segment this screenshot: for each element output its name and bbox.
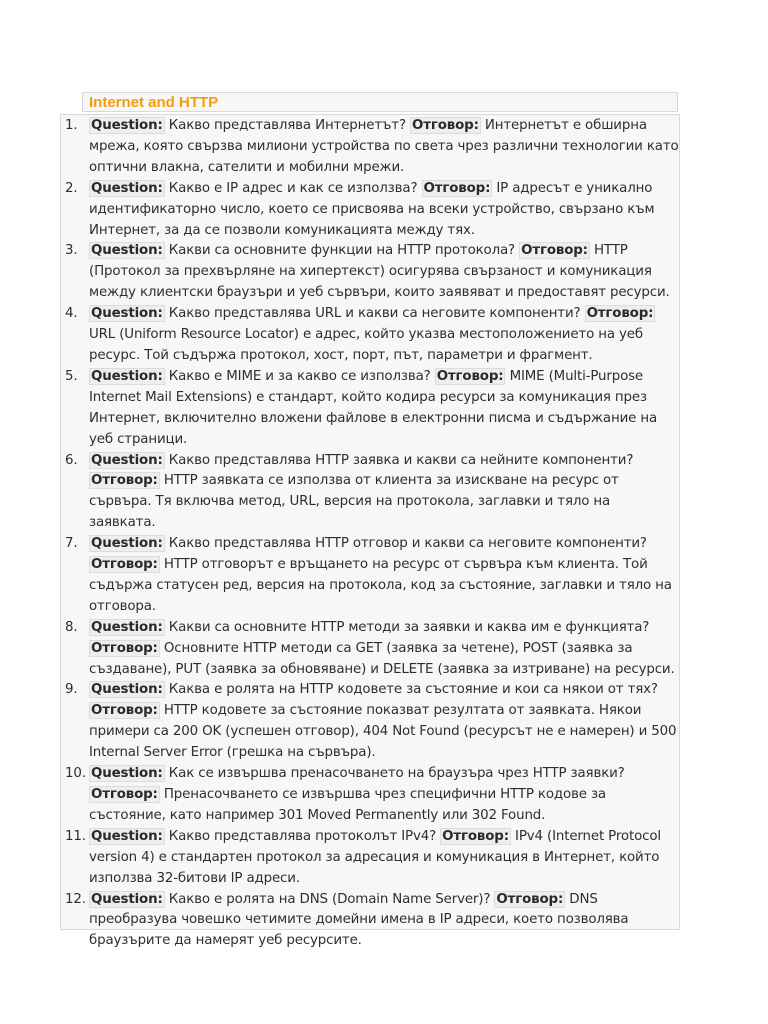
question-label: Question: — [91, 682, 163, 698]
question-text: Какво представлява Интернетът? — [164, 118, 411, 133]
question-text: Какво е ролята на DNS (Domain Name Server)? — [164, 891, 495, 907]
question-label: Question: — [91, 452, 163, 468]
question-label: Question: — [91, 891, 163, 907]
answer-label: Отговор: — [91, 557, 158, 573]
list-item — [61, 451, 680, 535]
list-item — [61, 680, 680, 764]
list-item — [61, 534, 680, 618]
list-item — [61, 890, 680, 953]
item-number: 10. — [65, 766, 86, 782]
item-number: 3. — [65, 243, 78, 259]
item-number: 8. — [65, 619, 78, 635]
question-text: Какви са основните функции на HTTP протокола? — [164, 243, 520, 259]
answer-text: HTTP кодовете за състояние показват резултата от заявката. Някои примери са 200 OK (успешен отговор), 404 Not Found (ресурсът не е намерен) и 500 Internal Server Error (грешка на сървъра). — [89, 703, 677, 761]
question-text: Какво представлява HTTP отговор и какви са неговите компоненти? — [164, 536, 647, 552]
answer-text: HTTP (Протокол за прехвърляне на хипертекст) осигурява свързаност и комуникация между клиентски браузъри и уеб сървъри, които заявяват и предоставят ресурси. — [89, 243, 670, 301]
question-label: Question: — [91, 368, 163, 384]
answer-text: URL (Uniform Resource Locator) е адрес, който указва местоположението на уеб ресурс. Той съдържа протокол, хост, порт, път, параметри и фрагмент. — [89, 327, 643, 363]
qa-list-box — [60, 114, 680, 949]
answer-label: Отговор: — [412, 118, 479, 133]
list-item — [61, 304, 680, 367]
question-text: Как се извършва пренасочването на браузъра чрез HTTP заявки? — [164, 766, 625, 782]
answer-text: IP адресът е уникално идентификаторно число, което се присвоява на всеки устройство, свързано към Интернет, за да се позволи комуникацията между тях. — [89, 180, 655, 238]
item-number: 9. — [65, 682, 78, 698]
question-label: Question: — [91, 306, 163, 322]
question-text: Какво представлява URL и какви са неговите компоненти? — [164, 306, 585, 322]
list-item — [61, 241, 680, 304]
answer-text: IPv4 (Internet Protocol version 4) е стандартен протокол за адресация и комуникация в Интернет, който използва 32-битови IP адреси. — [89, 828, 661, 886]
answer-label: Отговор: — [436, 368, 504, 384]
item-number: 5. — [65, 368, 78, 384]
question-label: Question: — [91, 180, 163, 196]
item-number: 11. — [65, 828, 86, 844]
question-label: Question: — [91, 536, 163, 552]
item-number: 2. — [65, 180, 78, 196]
question-text: Какво е MIME и за какво се използва? — [164, 368, 435, 384]
answer-label: Отговор: — [91, 787, 158, 802]
answer-label: Отговор: — [521, 243, 588, 259]
qa-list — [61, 116, 680, 952]
answer-label: Отговор: — [91, 640, 158, 656]
list-item — [61, 179, 680, 242]
answer-label: Отговор: — [91, 703, 158, 719]
item-number: 1. — [65, 118, 78, 133]
answer-text: HTTP заявката се използва от клиента за изискване на ресурс от сървъра. Тя включва метод, URL, версия на протокола, заглавки и тяло на заявката. — [89, 473, 619, 531]
item-number: 12. — [65, 891, 86, 907]
question-text: Каква е ролята на HTTP кодовете за състояние и кои са някои от тях? — [164, 682, 658, 698]
answer-label: Отговор: — [442, 828, 509, 844]
question-label: Question: — [91, 619, 163, 635]
answer-label: Отговор: — [586, 306, 654, 322]
section-title-box — [82, 92, 678, 112]
question-label: Question: — [91, 118, 163, 133]
answer-label: Отговор: — [423, 180, 491, 196]
question-text: Какво представлява протоколът IPv4? — [164, 828, 441, 844]
answer-text: HTTP отговорът е връщането на ресурс от сървъра към клиента. Той съдържа статусен ред, версия на протокола, код за състояние, заглавки и тяло на отговора. — [89, 557, 672, 614]
answer-label: Отговор: — [91, 473, 158, 489]
question-text: Какви са основните HTTP методи за заявки и каква им е функцията? — [164, 619, 650, 635]
list-item — [61, 618, 680, 681]
answer-label: Отговор: — [496, 891, 564, 907]
list-item — [61, 367, 680, 451]
question-label: Question: — [91, 828, 163, 844]
item-number: 4. — [65, 306, 78, 322]
list-item — [61, 764, 680, 827]
answer-text: MIME (Multi-Purpose Internet Mail Extensions) е стандарт, който кодира ресурси за комуникация през Интернет, включително вложени файлове в електронни писма и съдържание на уеб страници. — [89, 368, 657, 447]
answer-text: Интернетът е обширна мрежа, която свързва милиони устройства по света чрез различни технологии като оптични влакна, сателити и мобилни мрежи. — [89, 118, 679, 175]
list-item — [61, 116, 680, 179]
answer-text: Основните HTTP методи са GET (заявка за четене), POST (заявка за създаване), PUT (заявка за обновяване) и DELETE (заявка за изтриване) на ресурси. — [89, 640, 675, 677]
item-number: 6. — [65, 452, 78, 468]
question-label: Question: — [91, 243, 163, 259]
item-number: 7. — [65, 536, 78, 552]
list-item — [61, 827, 680, 890]
question-text: Какво представлява HTTP заявка и какви са нейните компоненти? — [164, 452, 634, 468]
question-label: Question: — [91, 766, 163, 782]
question-text: Какво е IP адрес и как се използва? — [164, 180, 422, 196]
section-title: Internet and HTTP — [89, 94, 219, 111]
answer-text: DNS преобразува човешко четимите домейни имена в IP адреси, което позволява браузърите да намерят уеб ресурсите. — [89, 891, 629, 949]
answer-text: Пренасочването се извършва чрез специфични HTTP кодове за състояние, като например 301 Moved Permanently или 302 Found. — [89, 787, 606, 823]
